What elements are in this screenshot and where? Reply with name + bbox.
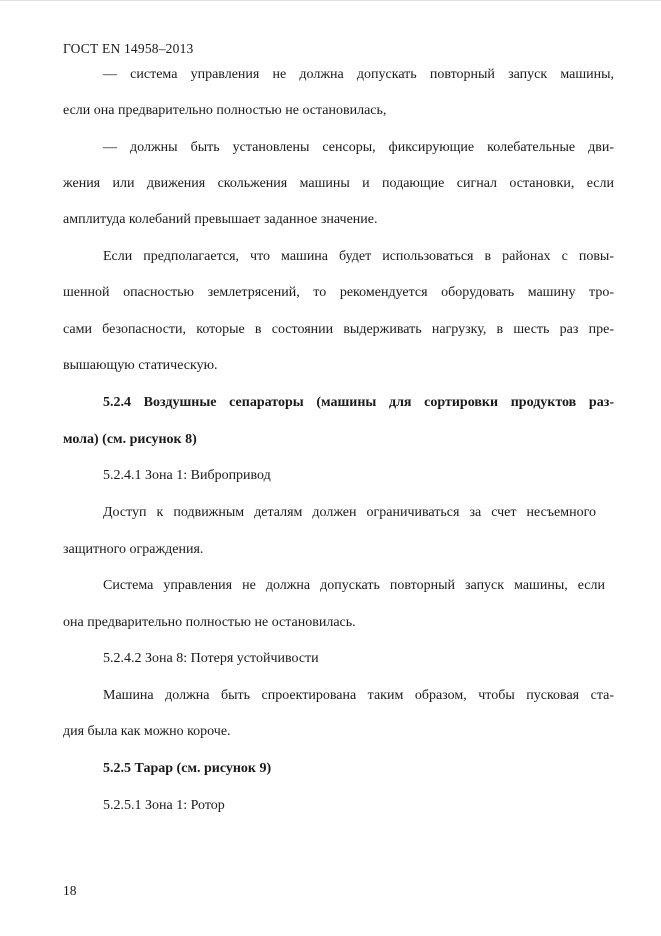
section-heading-5-2-5: 5.2.5 Тарар (см. рисунок 9) <box>103 761 272 776</box>
section-heading-5-2-4-line-1: 5.2.4 Воздушные сепараторы (машины для сортировки продуктов раз- <box>103 395 614 410</box>
subsection-5-2-5-1-title: 5.2.5.1 Зона 1: Ротор <box>103 798 225 813</box>
paragraph-design-line-1: Машина должна быть спроектирована таким образом, чтобы пусковая ста- <box>103 688 614 703</box>
paragraph-design-line-2: дия была как можно короче. <box>63 724 231 739</box>
dash-item-1-line-2: если она предварительно полностью не остановилась, <box>63 103 387 118</box>
paragraph-access-line-1: Доступ к подвижным деталям должен ограничиваться за счет несъемного <box>103 505 596 520</box>
paragraph-earthquake-line-2: шенной опасностью землетрясений, то рекомендуется оборудовать машину тро- <box>63 285 614 300</box>
paragraph-earthquake-line-1: Если предполагается, что машина будет использоваться в районах с повы- <box>103 249 614 264</box>
subsection-5-2-4-2-title: 5.2.4.2 Зона 8: Потеря устойчивости <box>103 651 319 666</box>
document-header: ГОСТ EN 14958–2013 <box>63 41 194 56</box>
paragraph-control-line-1: Система управления не должна допускать повторный запуск машины, если <box>103 578 605 593</box>
paragraph-earthquake-line-4: вышающую статическую. <box>63 358 218 373</box>
dash-item-1-line-1: — система управления не должна допускать повторный запуск машины, <box>103 67 614 82</box>
dash-item-2-line-2: жения или движения скольжения машины и подающие сигнал остановки, если <box>63 176 614 191</box>
paragraph-earthquake-line-3: сами безопасности, которые в состоянии выдерживать нагрузку, в шесть раз пре- <box>63 322 614 337</box>
section-heading-5-2-4-line-2: мола) (см. рисунок 8) <box>63 432 197 447</box>
paragraph-access-line-2: защитного ограждения. <box>63 542 204 557</box>
paragraph-control-line-2: она предварительно полностью не остановилась. <box>63 615 356 630</box>
page-number: 18 <box>63 883 77 898</box>
dash-item-2-line-3: амплитуда колебаний превышает заданное значение. <box>63 212 378 227</box>
subsection-5-2-4-1-title: 5.2.4.1 Зона 1: Вибропривод <box>103 468 271 483</box>
dash-item-2-line-1: — должны быть установлены сенсоры, фиксирующие колебательные дви- <box>103 140 614 155</box>
